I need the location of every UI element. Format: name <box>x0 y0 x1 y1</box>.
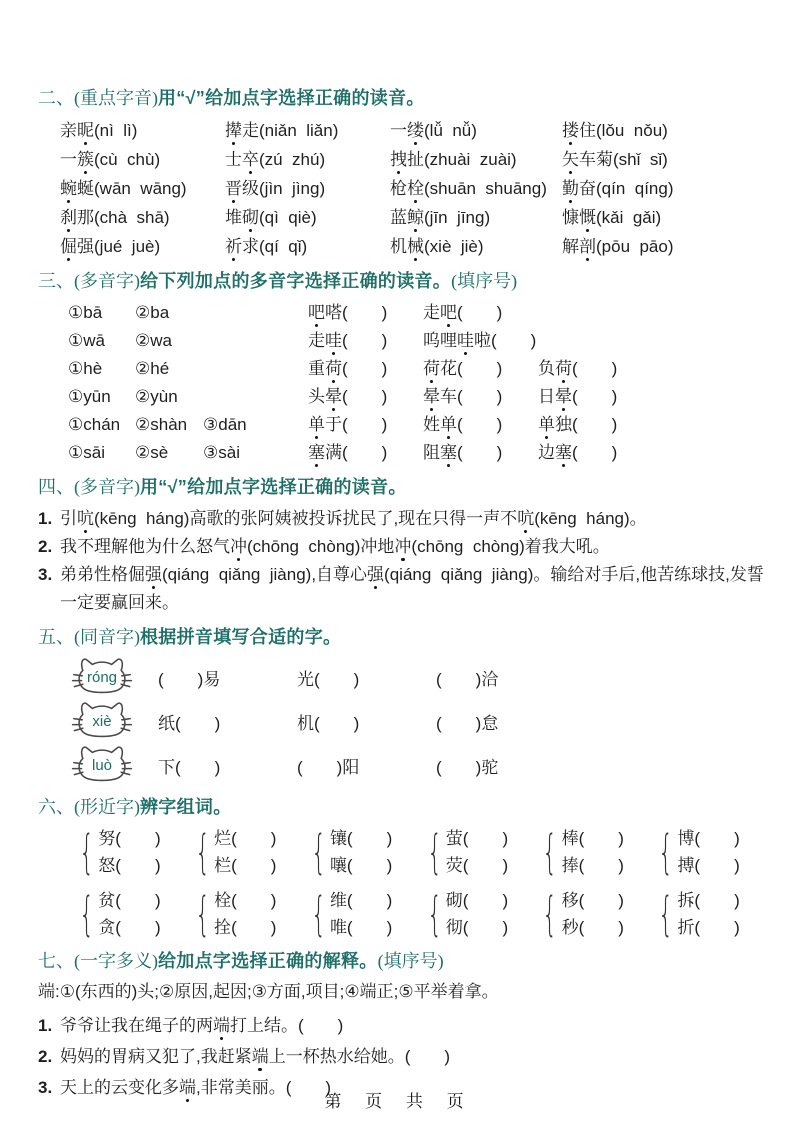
word-blank: 塞满( ) <box>308 443 388 462</box>
fill-blank: 机( ) <box>297 713 360 733</box>
pair-bottom: 荧( ) <box>445 856 509 875</box>
sentence-text: 妈妈的胃病又犯了,我赶紧端上一杯热水给她。( ) <box>60 1047 451 1066</box>
pinyin-word-item: 刹那(chà shā) <box>60 208 170 227</box>
section-polyphone-number <box>38 269 773 467</box>
word-blank <box>538 327 773 355</box>
brace-glyph: { <box>195 887 210 941</box>
section-title <box>38 625 773 649</box>
word-blank: 走吧( ) <box>423 303 503 322</box>
pair-bottom: 折( ) <box>677 918 740 937</box>
pinyin-word-item: 机械(xiè jiè) <box>390 237 484 256</box>
pinyin-word-item: 亲昵(nì lì) <box>60 121 138 140</box>
homophone-row <box>60 655 773 699</box>
section-polysemy <box>38 949 773 1103</box>
item-number: 1. <box>38 509 53 528</box>
word-blank: 单独( ) <box>538 415 618 434</box>
polyphone-row <box>68 355 773 383</box>
pinyin-option: ③dān <box>203 415 247 434</box>
pinyin-word-item: 枪栓(shuān shuāng) <box>390 179 547 198</box>
pair-bottom: 秒( ) <box>561 918 624 937</box>
polyphone-row <box>68 411 773 439</box>
sentence-item <box>38 1010 773 1041</box>
char-pair <box>657 825 773 879</box>
word-blank: 吧嗒( ) <box>308 303 388 322</box>
pinyin-option <box>203 299 308 327</box>
pinyin-label: luò <box>91 757 113 775</box>
section-suffix: (填序号) <box>377 951 444 971</box>
pair-bottom: 嚷( ) <box>329 856 393 875</box>
pinyin-option: ①sāi <box>68 443 105 462</box>
polyphone-rows <box>38 299 773 467</box>
pinyin-option: ②yùn <box>135 387 178 406</box>
sentence-text: 弟弟性格倔强(qiáng qiǎng jiàng),自尊心强(qiáng qiǎng jiàng)。输给对手后,他苦练球技,发誓一定要赢回来。 <box>60 565 764 612</box>
pinyin-option: ①chán <box>68 415 121 434</box>
pinyin-label: róng <box>86 669 118 687</box>
pinyin-option: ①hè <box>68 359 103 378</box>
word-blank: 呜哩哇啦( ) <box>423 331 537 350</box>
pinyin-word-item: 蓝鲸(jīn jīng) <box>390 208 491 227</box>
section-tag: (重点字音) <box>74 88 158 108</box>
char-pair <box>194 887 310 941</box>
pinyin-word-item: 矢车菊(shǐ sǐ) <box>562 150 668 169</box>
word-blank: 晕车( ) <box>423 387 503 406</box>
page-footer: 第 页 共 页 <box>324 1092 469 1111</box>
section-title <box>38 86 773 110</box>
pinyin-word-item: 倔强(jué juè) <box>60 237 161 256</box>
sentence-item <box>38 1041 773 1072</box>
char-pair <box>78 825 194 879</box>
item-number: 2. <box>38 1047 53 1066</box>
section-tag: (同音字) <box>74 627 140 647</box>
pair-top: 努( ) <box>98 829 161 848</box>
pair-bottom: 搏( ) <box>677 856 740 875</box>
word-blank <box>538 299 773 327</box>
section-title <box>38 269 773 293</box>
section-number: 五、 <box>38 627 74 647</box>
pinyin-word-item: 士卒(zú zhú) <box>225 150 326 169</box>
pinyin-word-item: 慷慨(kǎi gǎi) <box>562 208 662 227</box>
sentence-text: 我不理解他为什么怒气冲(chōng chòng)冲地冲(chōng chòng)着我大吼。 <box>60 537 610 556</box>
fill-blank: ( )怠 <box>436 713 499 733</box>
section-number: 二、 <box>38 88 74 108</box>
section-instruction: 用“√”给加点字选择正确的读音。 <box>140 477 407 497</box>
brace-glyph: { <box>426 825 442 879</box>
section-homophone-fill <box>38 625 773 787</box>
section-number: 六、 <box>38 797 74 817</box>
homophone-row <box>60 699 773 743</box>
pinyin-word-item: 蜿蜒(wān wāng) <box>60 179 187 198</box>
section-number: 七、 <box>38 951 74 971</box>
section-instruction: 用“√”给加点字选择正确的读音。 <box>158 88 425 108</box>
pinyin-label: xiè <box>92 713 112 731</box>
pinyin-option: ①yūn <box>68 387 111 406</box>
pinyin-word-item: 一缕(lǚ nǚ) <box>390 121 477 140</box>
word-blank: 负荷( ) <box>538 359 618 378</box>
polyphone-row <box>68 327 773 355</box>
pair-top: 维( ) <box>329 891 393 910</box>
pinyin-word-item: 堆砌(qì qiè) <box>225 208 317 227</box>
item-number: 3. <box>38 1078 53 1097</box>
word-blank: 边塞( ) <box>538 443 618 462</box>
pair-bottom: 栏( ) <box>214 856 277 875</box>
sentence-item <box>38 561 773 617</box>
pinyin-word-item: 晋级(jìn jìng) <box>225 179 326 198</box>
word-blank: 姓单( ) <box>423 415 503 434</box>
sentence-item <box>38 533 773 561</box>
char-pair-grid <box>78 825 773 941</box>
polyphone-row <box>68 439 773 467</box>
section-tag: (一字多义) <box>74 951 158 971</box>
item-number: 1. <box>38 1016 53 1035</box>
brace-glyph: { <box>79 887 94 941</box>
char-pair <box>78 887 194 941</box>
cat-face-icon <box>60 744 144 786</box>
pair-top: 棒( ) <box>561 829 624 848</box>
section-number: 三、 <box>38 271 74 291</box>
brace-glyph: { <box>542 825 558 879</box>
word-blank: 荷花( ) <box>423 359 503 378</box>
sentence-text: 天上的云变化多端,非常美丽。( ) <box>60 1078 332 1097</box>
section-instruction: 辨字组词。 <box>140 797 232 817</box>
word-blank: 日晕( ) <box>538 387 618 406</box>
pinyin-option: ②wa <box>135 331 172 350</box>
brace-glyph: { <box>426 887 442 941</box>
word-blank: 单于( ) <box>308 415 388 434</box>
section-tag: (多音字) <box>74 477 140 497</box>
fill-blank: ( )洽 <box>436 669 499 689</box>
fill-blank: 光( ) <box>297 669 360 689</box>
section-instruction: 给加点字选择正确的解释。 <box>158 951 378 971</box>
fill-blank: ( )驼 <box>436 757 499 777</box>
sentence-text: 引吭(kēng háng)高歌的张阿姨被投诉扰民了,现在只得一声不吭(kēng háng)。 <box>60 509 647 528</box>
pair-bottom: 贪( ) <box>98 918 161 937</box>
char-pair <box>426 887 542 941</box>
definition-line: 端:①(东西的)头;②原因,起因;③方面,项目;④端正;⑤平举着拿。 <box>38 982 499 1001</box>
pair-bottom: 唯( ) <box>329 918 393 937</box>
brace-glyph: { <box>658 887 674 941</box>
section-number: 四、 <box>38 477 74 497</box>
fill-blank: 纸( ) <box>158 713 221 733</box>
pair-bottom: 彻( ) <box>445 918 509 937</box>
pair-top: 拆( ) <box>677 891 740 910</box>
word-blank: 头晕( ) <box>308 387 388 406</box>
pinyin-word-item: 撵走(niǎn liǎn) <box>225 121 339 140</box>
pinyin-option <box>203 327 308 355</box>
char-pair <box>310 887 426 941</box>
pinyin-word-item: 勤奋(qín qíng) <box>562 179 674 198</box>
section-polyphone-check <box>38 475 773 617</box>
section-instruction: 给下列加点的多音字选择正确的读音。 <box>140 271 452 291</box>
item-number: 3. <box>38 565 53 584</box>
pinyin-option <box>203 383 308 411</box>
pinyin-option: ③sài <box>203 443 240 462</box>
pair-top: 砌( ) <box>445 891 509 910</box>
pinyin-option: ①bā <box>68 303 103 322</box>
word-blank: 重荷( ) <box>308 359 388 378</box>
section-pronunciation-choice <box>38 86 773 261</box>
pair-bottom: 怒( ) <box>98 856 161 875</box>
pair-top: 烂( ) <box>214 829 277 848</box>
cat-face-icon <box>60 656 144 698</box>
homophone-rows <box>60 655 773 787</box>
sentence-items <box>38 505 773 617</box>
section-tag: (多音字) <box>74 271 140 291</box>
fill-blank: 下( ) <box>158 757 221 777</box>
pinyin-choice-grid <box>60 116 773 261</box>
char-pair <box>541 825 657 879</box>
word-blank: 走哇( ) <box>308 331 388 350</box>
char-pair <box>310 825 426 879</box>
pinyin-word-item: 拽扯(zhuài zuài) <box>390 150 517 169</box>
char-pair <box>194 825 310 879</box>
pinyin-word-item: 祈求(qí qǐ) <box>225 237 308 256</box>
polyphone-row <box>68 299 773 327</box>
pinyin-option: ②shàn <box>135 415 188 434</box>
fill-blank: ( )易 <box>158 669 221 689</box>
pair-top: 萤( ) <box>445 829 509 848</box>
section-suffix: (填序号) <box>451 271 518 291</box>
homophone-row <box>60 743 773 787</box>
brace-glyph: { <box>542 887 558 941</box>
section-tag: (形近字) <box>74 797 140 817</box>
item-number: 2. <box>38 537 53 556</box>
section-title <box>38 475 773 499</box>
fill-blank: ( )阳 <box>297 757 360 777</box>
pinyin-option: ①wā <box>68 331 105 350</box>
pinyin-option: ②sè <box>135 443 169 462</box>
char-pair <box>657 887 773 941</box>
section-title <box>38 795 773 819</box>
pair-top: 博( ) <box>677 829 740 848</box>
pair-top: 贫( ) <box>98 891 161 910</box>
pinyin-option: ②ba <box>135 303 170 322</box>
section-instruction: 根据拼音填写合适的字。 <box>140 627 342 647</box>
pair-top: 栓( ) <box>214 891 277 910</box>
char-pair <box>426 825 542 879</box>
brace-glyph: { <box>658 825 674 879</box>
pair-top: 镶( ) <box>329 829 393 848</box>
section-title <box>38 949 773 973</box>
word-blank: 阻塞( ) <box>423 443 503 462</box>
sentence-text: 爷爷让我在绳子的两端打上结。( ) <box>60 1016 344 1035</box>
pinyin-option <box>203 355 308 383</box>
pinyin-word-item: 一簇(cù chù) <box>60 150 161 169</box>
brace-glyph: { <box>195 825 210 879</box>
pinyin-option: ②hé <box>135 359 170 378</box>
brace-glyph: { <box>310 887 326 941</box>
pinyin-word-item: 搂住(lǒu nǒu) <box>562 121 668 140</box>
cat-face-icon <box>60 700 144 742</box>
pinyin-word-item: 解剖(pōu pāo) <box>562 237 674 256</box>
pair-bottom: 捧( ) <box>561 856 624 875</box>
char-pair <box>541 887 657 941</box>
brace-glyph: { <box>79 825 94 879</box>
pair-bottom: 拴( ) <box>214 918 277 937</box>
sentence-item <box>38 505 773 533</box>
polyphone-row <box>68 383 773 411</box>
section-similar-chars <box>38 795 773 941</box>
brace-glyph: { <box>310 825 326 879</box>
pair-top: 移( ) <box>561 891 624 910</box>
